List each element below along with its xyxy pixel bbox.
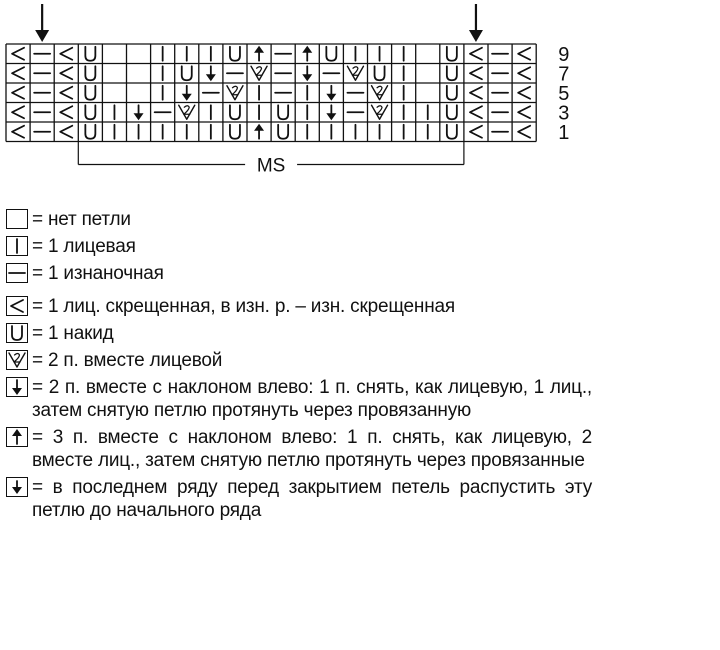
legend-text: = нет петли <box>32 209 131 230</box>
chart-cell <box>326 86 336 101</box>
chart-cell <box>447 125 457 139</box>
chart-cell <box>60 48 72 60</box>
chart-cell <box>518 67 530 79</box>
twisted-stitch-icon <box>6 296 28 316</box>
chart-cell <box>251 66 267 80</box>
chart-cell <box>518 48 530 60</box>
legend-text: = 1 лиц. скрещенная, в изн. р. – изн. скрещенная <box>32 296 455 317</box>
chart-cell <box>182 66 192 80</box>
legend-text: = 1 накид <box>32 323 114 344</box>
chart-cell <box>518 126 530 138</box>
chart-cell <box>179 105 195 119</box>
chart-cell <box>447 66 457 80</box>
legend-text: = 2 п. вместе с наклоном влево: 1 п. снять, как лицевую, 1 лиц., затем снятую петлю протянуть через провязанную <box>32 377 592 421</box>
chart-cell <box>347 66 363 80</box>
legend-item <box>6 349 606 372</box>
chart-cell <box>447 47 457 61</box>
chart-cell <box>470 48 482 60</box>
row-number: 3 <box>558 102 570 125</box>
chart-cell <box>12 48 24 60</box>
decrease-left-icon <box>6 377 28 397</box>
chart-cell <box>230 125 240 139</box>
chart-cell <box>12 87 24 99</box>
chart-cell <box>60 67 72 79</box>
chart-cell <box>227 86 243 100</box>
chart-cell <box>182 86 192 101</box>
chart-cell <box>470 87 482 99</box>
legend-item <box>6 322 606 345</box>
chart-cell <box>85 125 95 139</box>
chart-cell <box>230 105 240 119</box>
legend-item <box>6 376 606 422</box>
chart-cell <box>85 47 95 61</box>
chart-cell <box>326 105 336 120</box>
legend-item <box>6 208 606 231</box>
row-number: 1 <box>558 121 570 144</box>
chart-cell <box>60 87 72 99</box>
chart-cell <box>470 106 482 118</box>
knit-stitch-icon <box>6 236 28 256</box>
chart-cell <box>230 47 240 61</box>
purl-stitch-icon <box>6 263 28 283</box>
legend-item <box>6 295 606 318</box>
chart-cell <box>470 126 482 138</box>
chart-cell <box>375 66 385 80</box>
yarn-over-icon <box>6 323 28 343</box>
legend-item <box>6 426 606 472</box>
chart-cell <box>60 106 72 118</box>
chart-cell <box>85 86 95 100</box>
chart-cell <box>518 106 530 118</box>
chart-cell <box>372 86 388 100</box>
column-marker-arrow-2 <box>469 4 483 42</box>
legend-text: = 1 лицевая <box>32 236 136 257</box>
k2tog-icon <box>6 350 28 370</box>
legend-text: = в последнем ряду перед закрытием петель распустить эту петлю до начального ряда <box>32 477 592 521</box>
row-number: 9 <box>558 43 570 66</box>
row-number: 7 <box>558 63 570 86</box>
chart-cell <box>12 126 24 138</box>
drop-stitch-icon <box>6 477 28 497</box>
blank-box-icon <box>6 209 28 229</box>
chart-cell <box>134 105 144 120</box>
chart-cell <box>85 66 95 80</box>
chart-cell <box>60 126 72 138</box>
chart-cell <box>302 46 312 61</box>
repeat-label: MS <box>256 155 286 177</box>
column-marker-arrow-1 <box>35 4 49 42</box>
chart-cell <box>206 66 216 81</box>
chart-cell <box>278 105 288 119</box>
chart-cell <box>85 105 95 119</box>
chart-cell <box>278 125 288 139</box>
legend <box>6 208 606 526</box>
chart-cell <box>254 46 264 61</box>
chart-cell <box>447 105 457 119</box>
chart-cell <box>518 87 530 99</box>
legend-text: = 1 изнаночная <box>32 263 164 284</box>
chart-cell <box>302 66 312 81</box>
legend-text: = 3 п. вместе с наклоном влево: 1 п. снять, как лицевую, 2 вместе лиц., затем снятую петлю протянуть через провязанные <box>32 427 592 471</box>
chart-cell <box>372 105 388 119</box>
legend-item <box>6 262 606 285</box>
chart-cell <box>12 106 24 118</box>
legend-item <box>6 476 606 522</box>
chart-cell <box>470 67 482 79</box>
chart-cell <box>12 67 24 79</box>
chart-cell <box>447 86 457 100</box>
knitting-chart <box>0 0 720 210</box>
chart-cell <box>254 124 264 139</box>
legend-text: = 2 п. вместе лицевой <box>32 350 223 371</box>
chart-cell <box>326 47 336 61</box>
row-number: 5 <box>558 82 570 105</box>
legend-item <box>6 235 606 258</box>
double-decrease-icon <box>6 427 28 447</box>
